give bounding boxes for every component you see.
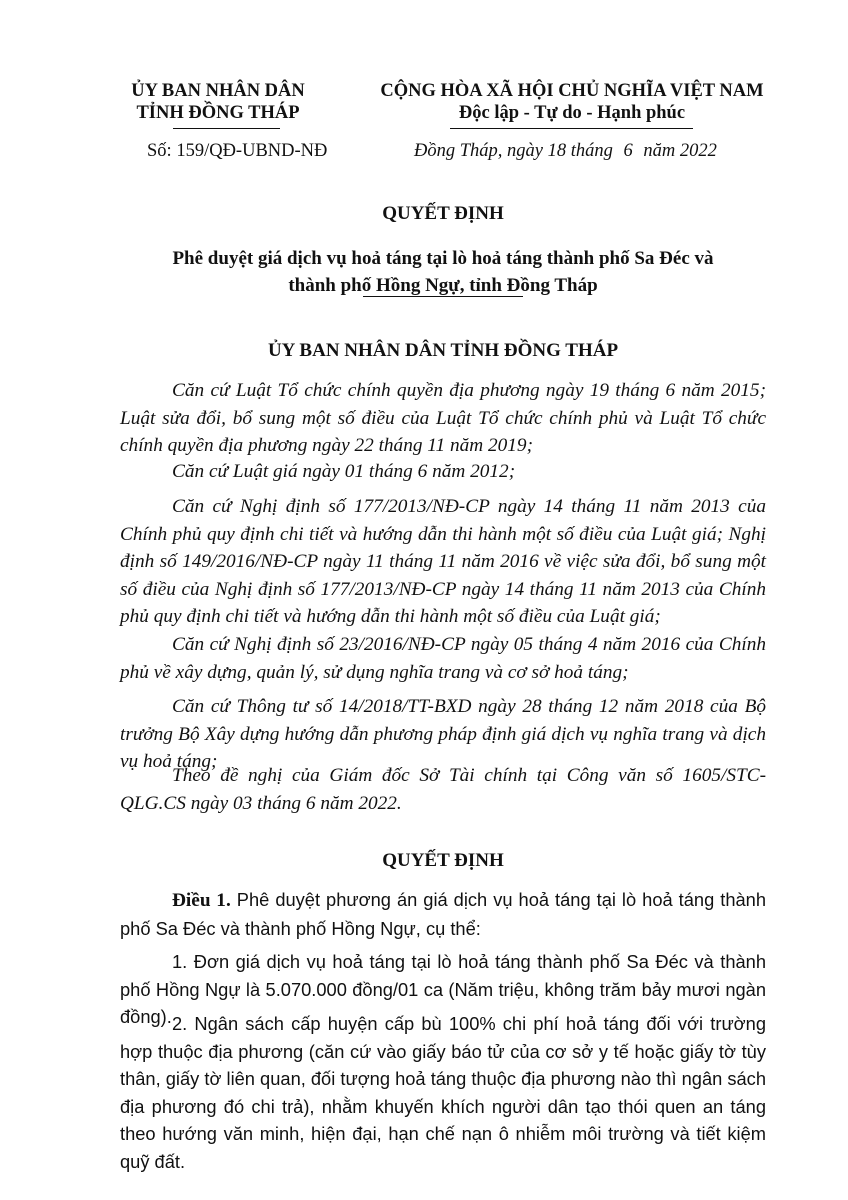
basis-1: Căn cứ Luật Tổ chức chính quyền địa phương ngày 19 tháng 6 năm 2015; Luật sửa đổi, bổ sung một số điều của Luật Tổ chức chính phủ và Luật Tổ chức chính quyền địa phương ngày 22 tháng 11 năm 2019; (120, 380, 766, 456)
article-1-label: Điều 1. (172, 890, 231, 911)
basis-4: Căn cứ Nghị định số 23/2016/NĐ-CP ngày 05 tháng 4 năm 2016 của Chính phủ về xây dựng, quản lý, sử dụng nghĩa trang và cơ sở hoả táng; (120, 634, 766, 683)
date-place: Đồng Tháp, ngày (414, 141, 543, 161)
subject-line-2: thành phố Hồng Ngự, tỉnh Đồng Tháp (288, 275, 598, 296)
item-2: 2. Ngân sách cấp huyện cấp bù 100% chi phí hoả táng đối với trường hợp thuộc địa phương (căn cứ vào giấy báo tử của cơ sở y tế hoặc giấy tờ tùy thân, giấy tờ liên quan, đối tượng hoả táng thuộc địa phương nào thì ngân sách địa phương đó chi trả), nhằm khuyến khích người dân tạo thói quen an táng theo hướng văn minh, hiện đại, hạn chế nạn ô nhiễm môi trường và tiết kiệm quỹ đất. (120, 1013, 766, 1172)
national-motto (372, 80, 772, 124)
basis-5: Căn cứ Thông tư số 14/2018/TT-BXD ngày 28 tháng 12 năm 2018 của Bộ trưởng Bộ Xây dựng hướng dẫn phương pháp định giá dịch vụ nghĩa trang và dịch vụ hoả táng; (120, 696, 766, 772)
date-month-word: tháng (570, 141, 613, 161)
date-day: 18 (547, 141, 567, 161)
number-prefix: Số: (147, 141, 172, 161)
article-1 (120, 886, 766, 942)
agency-underline (173, 128, 280, 129)
document-heading: QUYẾT ĐỊNH (382, 203, 504, 224)
basis-6: Theo đề nghị của Giám đốc Sở Tài chính tại Công văn số 1605/STC-QLG.CS ngày 03 tháng 6 năm 2022. (120, 765, 766, 814)
item-1: 1. Đơn giá dịch vụ hoả táng tại lò hoả táng thành phố Sa Đéc và thành phố Hồng Ngự là 5.070.000 đồng/01 ca (Năm triệu, không trăm bảy mươi ngàn đồng). (120, 951, 766, 1027)
subject-line-1: Phê duyệt giá dịch vụ hoả táng tại lò hoả táng thành phố Sa Đéc và (172, 248, 714, 269)
article-1-text: Phê duyệt phương án giá dịch vụ hoả táng tại lò hoả táng thành phố Sa Đéc và thành phố Hồng Ngự, cụ thể: (120, 889, 767, 939)
basis-3: Căn cứ Nghị định số 177/2013/NĐ-CP ngày 14 tháng 11 năm 2013 của Chính phủ quy định chi tiết và hướng dẫn thi hành một số điều của Luật giá; Nghị định số 149/2016/NĐ-CP ngày 11 tháng 11 năm 2016 về việc sửa đổi, bổ sung một số điều của Nghị định số 177/2013/NĐ-CP ngày 14 tháng 11 năm 2013 của Chính phủ quy định chi tiết và hướng dẫn thi hành một số điều của Luật giá; (120, 496, 766, 627)
issuer: ỦY BAN NHÂN DÂN TỈNH ĐỒNG THÁP (267, 340, 619, 361)
nation-line-1: CỘNG HÒA XÃ HỘI CHỦ NGHĨA VIỆT NAM (380, 81, 764, 101)
nation-line-2: Độc lập - Tự do - Hạnh phúc (458, 103, 686, 123)
decision-heading: QUYẾT ĐỊNH (382, 850, 504, 871)
issue-date (414, 141, 717, 162)
agency-line-1: ỦY BAN NHÂN DÂN (131, 81, 305, 101)
document-number (147, 141, 327, 162)
number-value: 159 (176, 141, 205, 161)
date-year: năm 2022 (643, 141, 717, 161)
motto-underline (450, 128, 693, 129)
number-suffix: /QĐ-UBND-NĐ (204, 141, 328, 161)
date-month: 6 (623, 141, 633, 161)
agency-line-2: TỈNH ĐỒNG THÁP (136, 103, 300, 123)
basis-2: Căn cứ Luật giá ngày 01 tháng 6 năm 2012; (172, 461, 516, 482)
subject-underline (363, 296, 523, 297)
agency-name (118, 80, 318, 124)
document-subject (120, 245, 766, 299)
